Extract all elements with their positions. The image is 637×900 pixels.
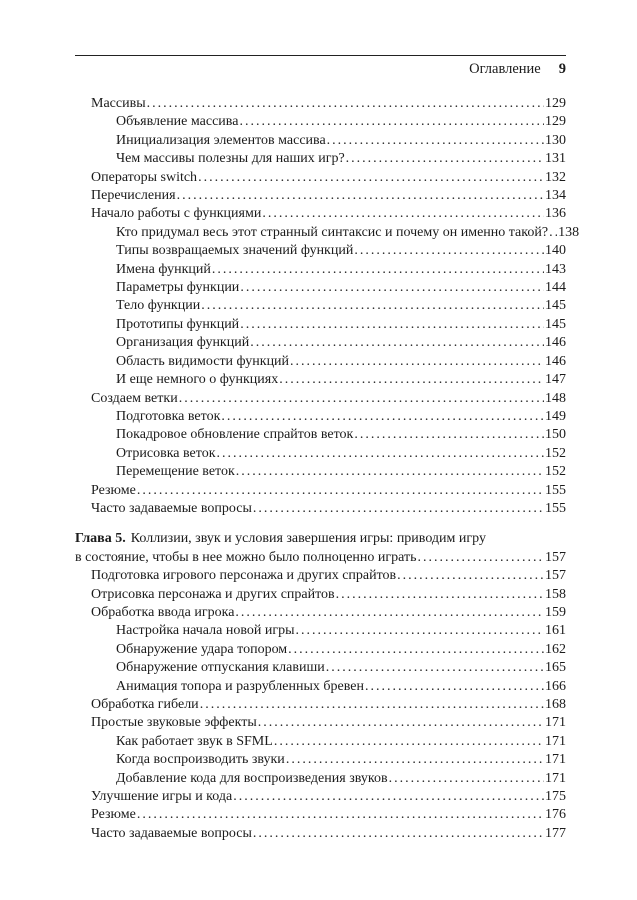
- toc-entry-page: 144: [545, 280, 566, 296]
- toc-entry: [75, 659, 566, 677]
- toc-entry-title: Подготовка веток: [116, 408, 221, 424]
- toc-entry-page: 152: [545, 445, 566, 461]
- toc-entry: [75, 224, 580, 242]
- dot-leader: [326, 659, 544, 677]
- toc-entry-page: 131: [545, 151, 566, 167]
- toc-entry: [75, 279, 566, 297]
- dot-leader: [549, 224, 557, 242]
- toc-entry: [75, 567, 566, 585]
- toc-entry: [75, 242, 566, 260]
- toc-entry-page: 171: [545, 715, 566, 731]
- toc-entry-title: Обработка гибели: [91, 697, 199, 712]
- chapter-title-text: Коллизии, звук и условия завершения игры: приводим игру: [130, 531, 486, 547]
- chapter-title-line2: [75, 549, 566, 567]
- toc-entry-title: Типы возвращаемых значений функций: [116, 243, 354, 259]
- toc-entry-title: Подготовка игрового персонажа и других спрайтов: [91, 568, 397, 584]
- toc-entry: [75, 150, 566, 168]
- toc-entry-page: 145: [545, 316, 566, 332]
- toc-entry-page: 146: [545, 353, 566, 369]
- dot-leader: [137, 482, 544, 500]
- toc-entry-page: 165: [545, 660, 566, 676]
- toc-entry: [75, 696, 566, 714]
- toc-entry: [75, 297, 566, 315]
- toc-entry: [75, 825, 566, 843]
- dot-leader: [217, 445, 545, 463]
- toc-entry: [75, 426, 566, 444]
- dot-leader: [235, 604, 544, 622]
- toc-entry-page: 136: [545, 206, 566, 222]
- toc-entry-title: Перемещение веток: [116, 464, 235, 480]
- toc-entry-title: Настройка начала новой игры: [116, 623, 295, 639]
- dot-leader: [274, 733, 544, 751]
- toc-entry: [75, 334, 566, 352]
- dot-leader: [253, 825, 544, 843]
- toc-entry-title: Часто задаваемые вопросы: [91, 825, 252, 841]
- running-head-title: Оглавление: [469, 61, 541, 77]
- toc-entry-page: 171: [545, 733, 566, 749]
- dot-leader: [198, 169, 544, 187]
- toc-entry-page: 157: [545, 549, 566, 565]
- toc-entry-title: Часто задаваемые вопросы: [91, 500, 252, 516]
- dot-leader: [147, 95, 544, 113]
- dot-leader: [240, 279, 544, 297]
- toc-entry-title: Покадровое обновление спрайтов веток: [116, 427, 354, 443]
- toc-entry-title: Обнаружение удара топором: [116, 641, 288, 657]
- dot-leader: [286, 751, 544, 769]
- toc-entry: [75, 316, 566, 334]
- toc-entry-page: 130: [545, 132, 566, 148]
- toc-entry: [75, 353, 566, 371]
- page-content: [75, 55, 580, 843]
- dot-leader: [201, 297, 544, 315]
- toc-entry: [75, 169, 566, 187]
- dot-leader: [288, 641, 544, 659]
- toc-entry: [75, 714, 566, 732]
- chapter-label: Глава 5.: [75, 531, 126, 547]
- dot-leader: [137, 806, 544, 824]
- toc-entry-page: 171: [545, 770, 566, 786]
- toc-entry-page: 147: [545, 372, 566, 388]
- dot-leader: [336, 586, 544, 604]
- toc-entry-page: 162: [545, 641, 566, 657]
- toc-entry-page: 152: [545, 464, 566, 480]
- dot-leader: [354, 242, 544, 260]
- dot-leader: [290, 353, 544, 371]
- toc-entry: [75, 806, 566, 824]
- dot-leader: [327, 132, 544, 150]
- toc-entry-title: Прототипы функций: [116, 316, 240, 332]
- toc-entry-page: 140: [545, 243, 566, 259]
- dot-leader: [233, 788, 544, 806]
- toc-entry-title: Добавление кода для воспроизведения звуков: [116, 770, 388, 786]
- toc-entry-title: Перечисления: [91, 188, 176, 204]
- toc-entry: [75, 113, 566, 131]
- toc-entry: [75, 371, 566, 389]
- toc-entry-title: И еще немного о функциях: [116, 372, 279, 388]
- toc-entry-title: Как работает звук в SFML: [116, 733, 273, 749]
- dot-leader: [177, 187, 544, 205]
- dot-leader: [200, 696, 544, 714]
- toc-entry-title: Обработка ввода игрока: [91, 604, 235, 620]
- toc-entry-title: Анимация топора и разрубленных бревен: [116, 678, 364, 694]
- dot-leader: [179, 390, 544, 408]
- toc-entry: [75, 408, 566, 426]
- dot-leader: [212, 261, 544, 279]
- toc-entry-title: Организация функций: [116, 335, 250, 351]
- toc-entry: [75, 622, 566, 640]
- chapter-title-line1: [75, 530, 566, 548]
- toc-entry-page: 157: [545, 568, 566, 584]
- dot-leader: [417, 549, 544, 567]
- running-head: [75, 55, 566, 78]
- chapter-title-text-continued: в состояние, чтобы в нее можно было полноценно играть: [75, 549, 417, 565]
- toc-entry: [75, 445, 566, 463]
- toc-entry-page: 158: [545, 586, 566, 602]
- toc-entry-page: 146: [545, 335, 566, 351]
- toc-entry-page: 171: [545, 752, 566, 768]
- toc-entry-page: 168: [545, 697, 566, 712]
- dot-leader: [397, 567, 544, 585]
- toc-entry-title: Параметры функции: [116, 280, 240, 296]
- toc-entry-title: Создаем ветки: [91, 390, 178, 406]
- toc-entry: [75, 187, 566, 205]
- toc-entry-page: 129: [545, 114, 566, 130]
- toc-entry-title: Обнаружение отпускания клавиши: [116, 660, 325, 676]
- toc-entry-title: Простые звуковые эффекты: [91, 715, 257, 731]
- toc-entry-title: Операторы switch: [91, 169, 198, 185]
- running-head-page-number: 9: [558, 61, 566, 77]
- dot-leader: [258, 714, 544, 732]
- toc-entry-page: 166: [545, 678, 566, 694]
- toc-entry-title: Тело функции: [116, 298, 201, 314]
- toc-entry-title: Массивы: [91, 96, 146, 111]
- toc-entry-title: Кто придумал весь этот странный синтаксис и почему он именно такой?: [116, 224, 549, 240]
- dot-leader: [250, 334, 544, 352]
- toc-entry-page: 149: [545, 408, 566, 424]
- dot-leader: [253, 500, 544, 518]
- toc-entry-page: 143: [545, 261, 566, 277]
- toc-entry: [75, 261, 566, 279]
- dot-leader: [296, 622, 545, 640]
- toc-entry: [75, 770, 566, 788]
- toc-entry-title: Инициализация элементов массива: [116, 132, 326, 148]
- toc-entry-page: 138: [558, 224, 580, 240]
- toc-entry: [75, 205, 566, 223]
- toc-entry-page: 155: [545, 482, 566, 498]
- toc-entry-page: 145: [545, 298, 566, 314]
- toc-entry: [75, 390, 566, 408]
- toc-entry: [75, 586, 566, 604]
- dot-leader: [365, 678, 544, 696]
- toc-entry-page: 177: [545, 825, 566, 841]
- toc-entry-page: 155: [545, 500, 566, 516]
- toc-entry: [75, 641, 566, 659]
- toc-entry-title: Улучшение игры и кода: [91, 789, 233, 805]
- toc-entry-title: Чем массивы полезны для наших игр?: [116, 151, 345, 167]
- dot-leader: [240, 316, 544, 334]
- toc-entry-title: Область видимости функций: [116, 353, 290, 369]
- toc-entry: [75, 95, 566, 113]
- toc-entry-page: 132: [545, 169, 566, 185]
- toc-entry: [75, 604, 566, 622]
- toc-entry-page: 176: [545, 807, 566, 823]
- toc-entry-page: 150: [545, 427, 566, 443]
- toc-entry-page: 161: [545, 623, 566, 639]
- toc-entry-title: Резюме: [91, 482, 136, 498]
- toc-entry-page: 134: [545, 188, 566, 204]
- dot-leader: [221, 408, 544, 426]
- toc-entry: [75, 678, 566, 696]
- dot-leader: [279, 371, 544, 389]
- dot-leader: [262, 205, 544, 223]
- toc-entry: [75, 500, 566, 518]
- toc-entry-title: Отрисовка веток: [116, 445, 216, 461]
- toc-entry-title: Объявление массива: [116, 114, 239, 130]
- toc-entry-title: Начало работы с функциями: [91, 206, 262, 222]
- toc-entry: [75, 132, 566, 150]
- toc-entry-page: 129: [545, 96, 566, 111]
- toc-entry-title: Когда воспроизводить звуки: [116, 752, 285, 768]
- dot-leader: [354, 426, 544, 444]
- toc-entry: [75, 733, 566, 751]
- dot-leader: [239, 113, 544, 131]
- toc-entry-title: Резюме: [91, 807, 136, 823]
- dot-leader: [346, 150, 544, 168]
- dot-leader: [389, 770, 544, 788]
- toc-entry: [75, 751, 566, 769]
- dot-leader: [236, 463, 544, 481]
- toc-entry: [75, 463, 566, 481]
- toc-entry-title: Отрисовка персонажа и других спрайтов: [91, 586, 335, 602]
- toc-entry-title: Имена функций: [116, 261, 211, 277]
- toc-entry-page: 159: [545, 604, 566, 620]
- toc-chapter-entry: [75, 530, 566, 567]
- toc-entry: [75, 788, 566, 806]
- toc-list: [75, 95, 580, 843]
- toc-entry-page: 175: [545, 789, 566, 805]
- toc-entry-page: 148: [545, 390, 566, 406]
- toc-entry: [75, 482, 566, 500]
